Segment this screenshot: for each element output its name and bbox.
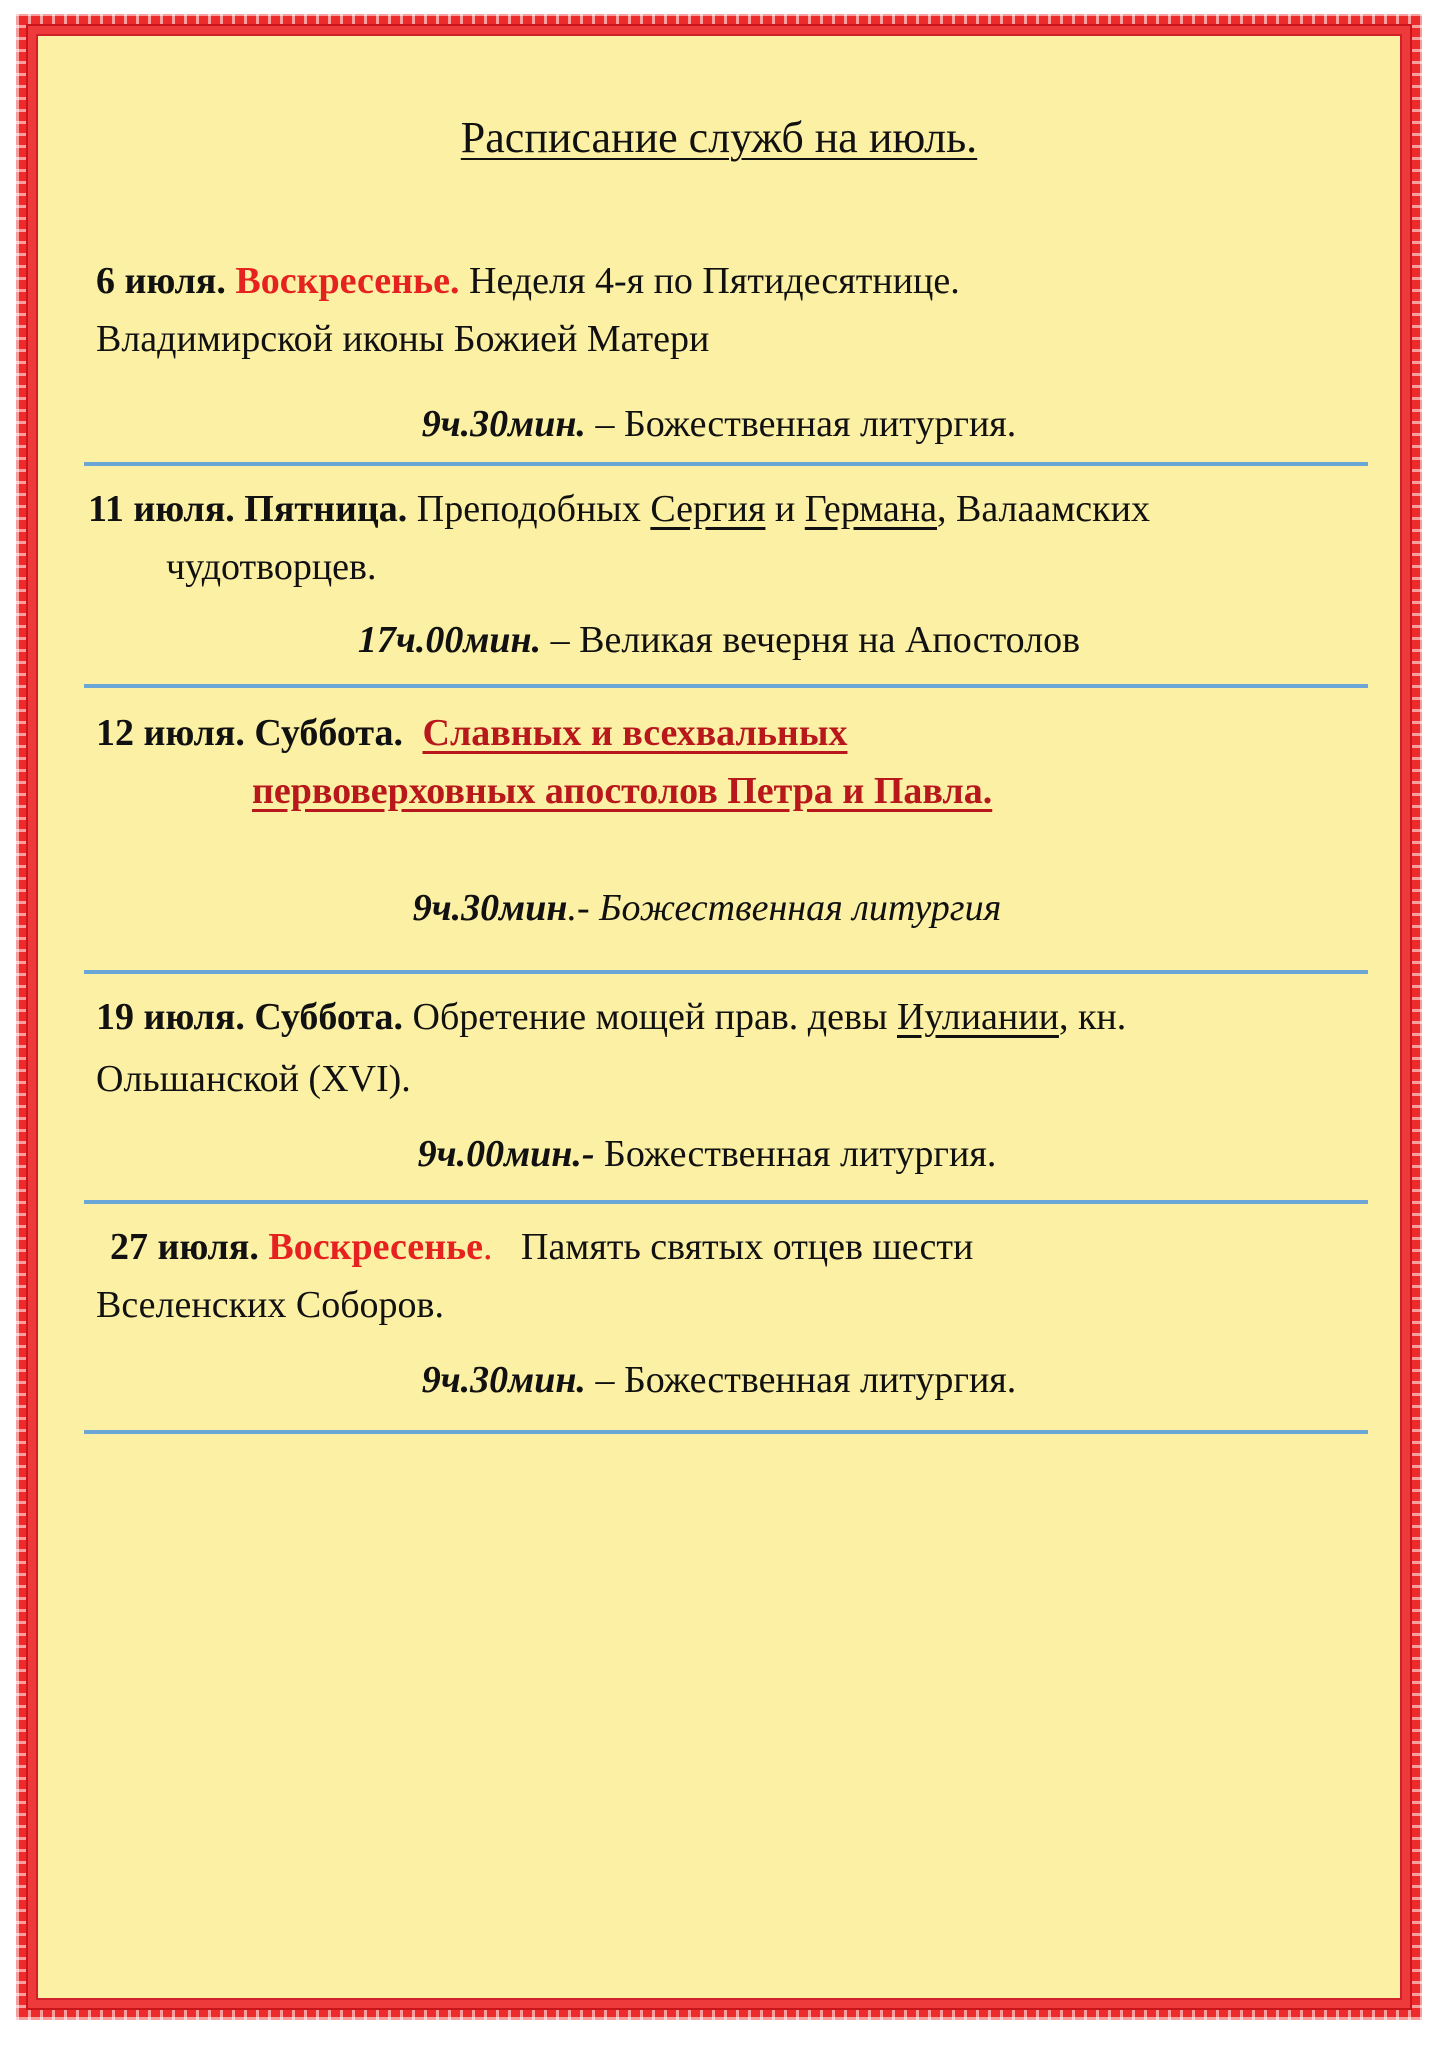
entry-description: и bbox=[765, 488, 805, 530]
service-jul-12 bbox=[12, 886, 1402, 930]
entry-day: Суббота. bbox=[254, 996, 403, 1038]
entry-jul-19 bbox=[96, 988, 1342, 1108]
entry-day: Пятница. bbox=[244, 488, 408, 530]
entry-day-dot: . bbox=[483, 1226, 493, 1268]
entry-day: Воскресенье bbox=[268, 1226, 483, 1268]
entry-jul-6 bbox=[96, 252, 1342, 368]
entry-day: Суббота. bbox=[254, 712, 403, 754]
entry-line-2 bbox=[96, 762, 1342, 820]
divider bbox=[84, 1200, 1368, 1204]
service-time: 17ч.00мин. bbox=[357, 619, 542, 661]
entry-line-2: чудотворцев. bbox=[166, 546, 377, 588]
divider bbox=[84, 462, 1368, 466]
page-title-text: Расписание служб на июль. bbox=[460, 113, 978, 162]
entry-line-2: Владимирской иконы Божией Матери bbox=[96, 318, 710, 360]
entry-description: Память святых отцев шести bbox=[492, 1226, 974, 1268]
service-jul-27 bbox=[36, 1358, 1402, 1402]
entry-line-2: Вселенских Соборов. bbox=[96, 1284, 444, 1326]
entry-line-1 bbox=[88, 480, 1342, 538]
service-text: .- Божественная литургия bbox=[567, 887, 1002, 929]
service-text: – Божественная литургия. bbox=[585, 403, 1017, 445]
entry-date: 27 июля. bbox=[110, 1226, 259, 1268]
feast-name-continued: первоверховных апостолов Петра и Павла. bbox=[252, 770, 993, 812]
service-time: 9ч.30мин. bbox=[421, 403, 586, 445]
page-title bbox=[36, 112, 1402, 163]
entry-line-1 bbox=[96, 988, 1342, 1046]
feast-name: Славных и всехвальных bbox=[422, 712, 848, 754]
entry-date: 6 июля. bbox=[96, 260, 226, 302]
service-text: – Божественная литургия. bbox=[585, 1359, 1017, 1401]
entry-line-1 bbox=[96, 1218, 1342, 1276]
entry-description: , Валаамских bbox=[937, 488, 1150, 530]
service-text: – Великая вечерня на Апостолов bbox=[541, 619, 1081, 661]
saint-name: Иулиании bbox=[896, 996, 1059, 1038]
entry-line-1 bbox=[96, 252, 1342, 310]
entry-jul-11 bbox=[88, 480, 1342, 596]
service-time: 9ч.30мин bbox=[412, 887, 568, 929]
service-jul-6 bbox=[36, 402, 1402, 446]
entry-description: Преподобных bbox=[407, 488, 651, 530]
service-time: 9ч.30мин. bbox=[421, 1359, 586, 1401]
divider bbox=[84, 970, 1368, 974]
service-jul-19 bbox=[12, 1132, 1402, 1176]
entry-line-2: Ольшанской (XVI). bbox=[96, 1058, 411, 1100]
service-text: Божественная литургия. bbox=[594, 1133, 997, 1175]
entry-date: 19 июля. bbox=[96, 996, 245, 1038]
service-jul-11 bbox=[36, 618, 1402, 662]
entry-day: Воскресенье. bbox=[235, 260, 460, 302]
entry-description: Обретение мощей прав. девы bbox=[403, 996, 897, 1038]
saint-name: Сергия bbox=[650, 488, 766, 530]
divider bbox=[84, 1430, 1368, 1434]
entry-jul-27 bbox=[96, 1218, 1342, 1334]
schedule-sheet bbox=[36, 34, 1402, 2000]
entry-date: 11 июля. bbox=[88, 488, 235, 530]
divider bbox=[84, 684, 1368, 688]
saint-name: Германа bbox=[804, 488, 937, 530]
entry-description: , кн. bbox=[1058, 996, 1127, 1038]
entry-description: Неделя 4-я по Пятидесятнице. bbox=[459, 260, 960, 302]
service-time: 9ч.00мин.- bbox=[417, 1133, 595, 1175]
entry-jul-12 bbox=[96, 704, 1342, 820]
entry-line-1 bbox=[96, 704, 1342, 762]
entry-date: 12 июля. bbox=[96, 712, 245, 754]
